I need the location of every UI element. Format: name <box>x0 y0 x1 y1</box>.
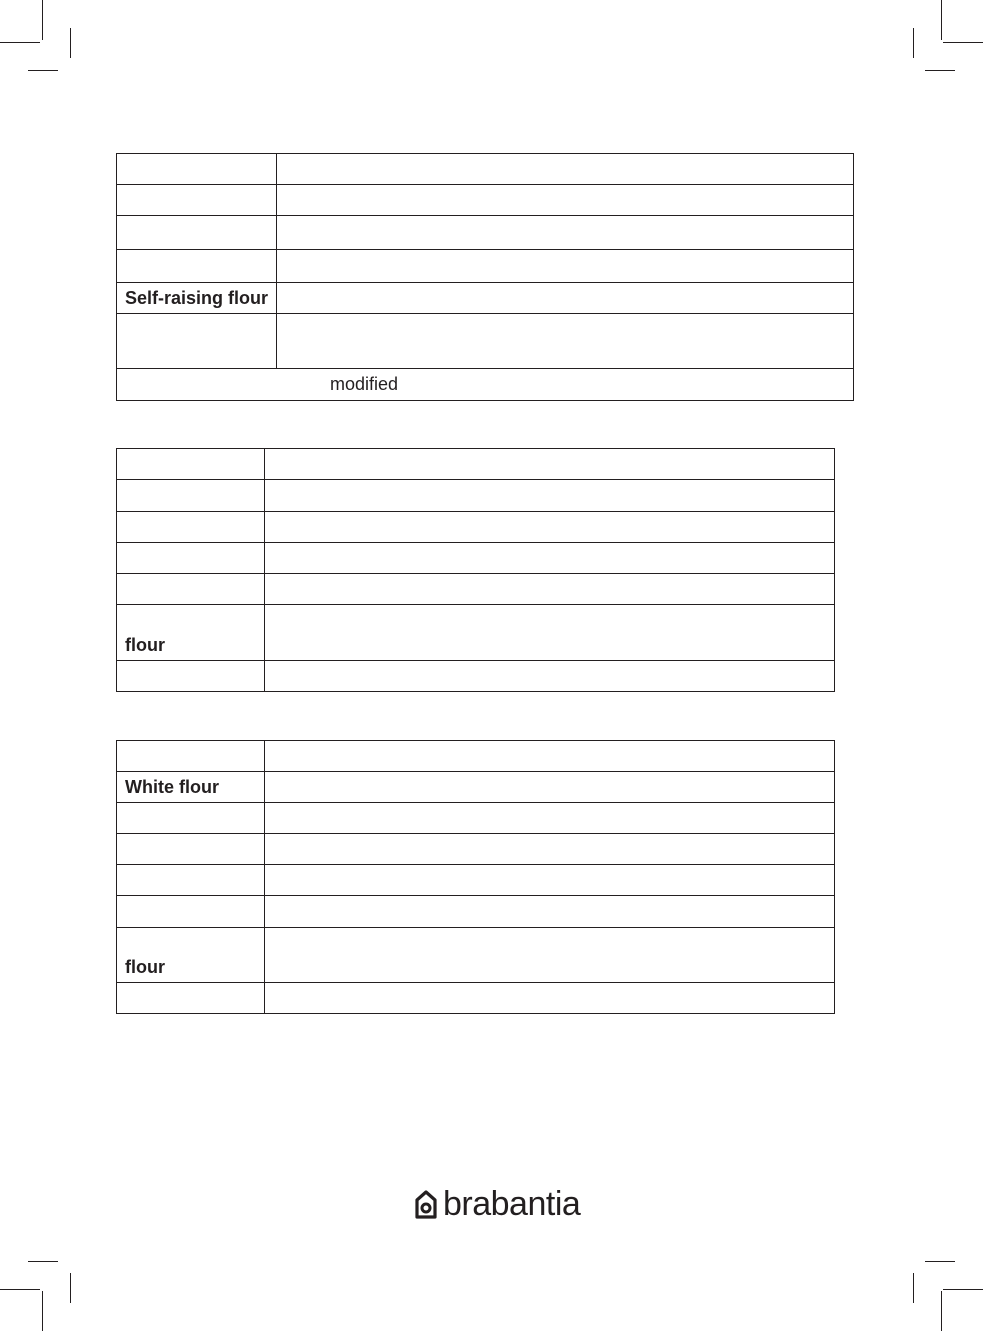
crop-mark <box>28 70 58 71</box>
row-label <box>117 661 265 692</box>
row-value <box>277 314 854 369</box>
crop-mark <box>913 1273 914 1303</box>
row-label <box>117 154 277 185</box>
row-value <box>277 216 854 250</box>
crop-mark <box>943 42 983 43</box>
row-label <box>117 512 265 543</box>
crop-mark <box>925 70 955 71</box>
crop-mark <box>70 1273 71 1303</box>
row-value <box>277 283 854 314</box>
crop-mark <box>943 1289 983 1290</box>
table-footer-row <box>117 369 854 401</box>
crop-mark <box>42 0 43 40</box>
row-label <box>117 896 265 928</box>
table-row <box>117 605 835 661</box>
row-label <box>117 741 265 772</box>
row-value <box>265 512 835 543</box>
table-row <box>117 574 835 605</box>
crop-mark <box>42 1291 43 1331</box>
flour-table-2 <box>116 448 835 692</box>
row-value <box>265 480 835 512</box>
crop-mark <box>913 28 914 58</box>
footer-note: modified <box>117 369 854 401</box>
row-label <box>117 574 265 605</box>
row-value <box>265 865 835 896</box>
row-value <box>265 928 835 983</box>
table-row <box>117 480 835 512</box>
row-label <box>117 834 265 865</box>
row-value <box>277 250 854 283</box>
row-label <box>117 314 277 369</box>
crop-mark <box>925 1261 955 1262</box>
table-row <box>117 283 854 314</box>
row-label <box>117 216 277 250</box>
table-row <box>117 834 835 865</box>
row-label <box>117 480 265 512</box>
row-value <box>265 574 835 605</box>
row-value <box>277 185 854 216</box>
row-value <box>277 154 854 185</box>
row-value <box>265 834 835 865</box>
row-label <box>117 250 277 283</box>
table-row <box>117 896 835 928</box>
crop-mark <box>941 0 942 40</box>
crop-mark <box>0 1289 40 1290</box>
flour-table-1 <box>116 153 854 401</box>
row-value <box>265 983 835 1014</box>
crop-mark <box>941 1291 942 1331</box>
brabantia-logo <box>415 1186 580 1222</box>
table-row <box>117 661 835 692</box>
row-value <box>265 449 835 480</box>
row-label <box>117 449 265 480</box>
row-value <box>265 741 835 772</box>
table-row <box>117 512 835 543</box>
crop-mark <box>28 1261 58 1262</box>
row-label <box>117 865 265 896</box>
row-label <box>117 983 265 1014</box>
table-row <box>117 772 835 803</box>
row-label: Self-raising flour <box>117 283 277 314</box>
row-label: flour <box>117 928 265 983</box>
row-value <box>265 661 835 692</box>
table-row <box>117 741 835 772</box>
table-row <box>117 803 835 834</box>
row-value <box>265 896 835 928</box>
logo-wordmark: brabantia <box>443 1185 581 1223</box>
table-row <box>117 449 835 480</box>
row-value <box>265 803 835 834</box>
table-row <box>117 865 835 896</box>
house-icon <box>415 1189 437 1219</box>
table-row <box>117 314 854 369</box>
table-row <box>117 928 835 983</box>
flour-table-3 <box>116 740 835 1014</box>
row-label: White flour <box>117 772 265 803</box>
table-row <box>117 250 854 283</box>
table-row <box>117 216 854 250</box>
row-label <box>117 803 265 834</box>
row-label <box>117 185 277 216</box>
crop-mark <box>0 42 40 43</box>
table-row <box>117 543 835 574</box>
row-label: flour <box>117 605 265 661</box>
table-row <box>117 154 854 185</box>
row-value <box>265 543 835 574</box>
crop-mark <box>70 28 71 58</box>
table-row <box>117 185 854 216</box>
row-label <box>117 543 265 574</box>
table-row <box>117 983 835 1014</box>
row-value <box>265 605 835 661</box>
row-value <box>265 772 835 803</box>
